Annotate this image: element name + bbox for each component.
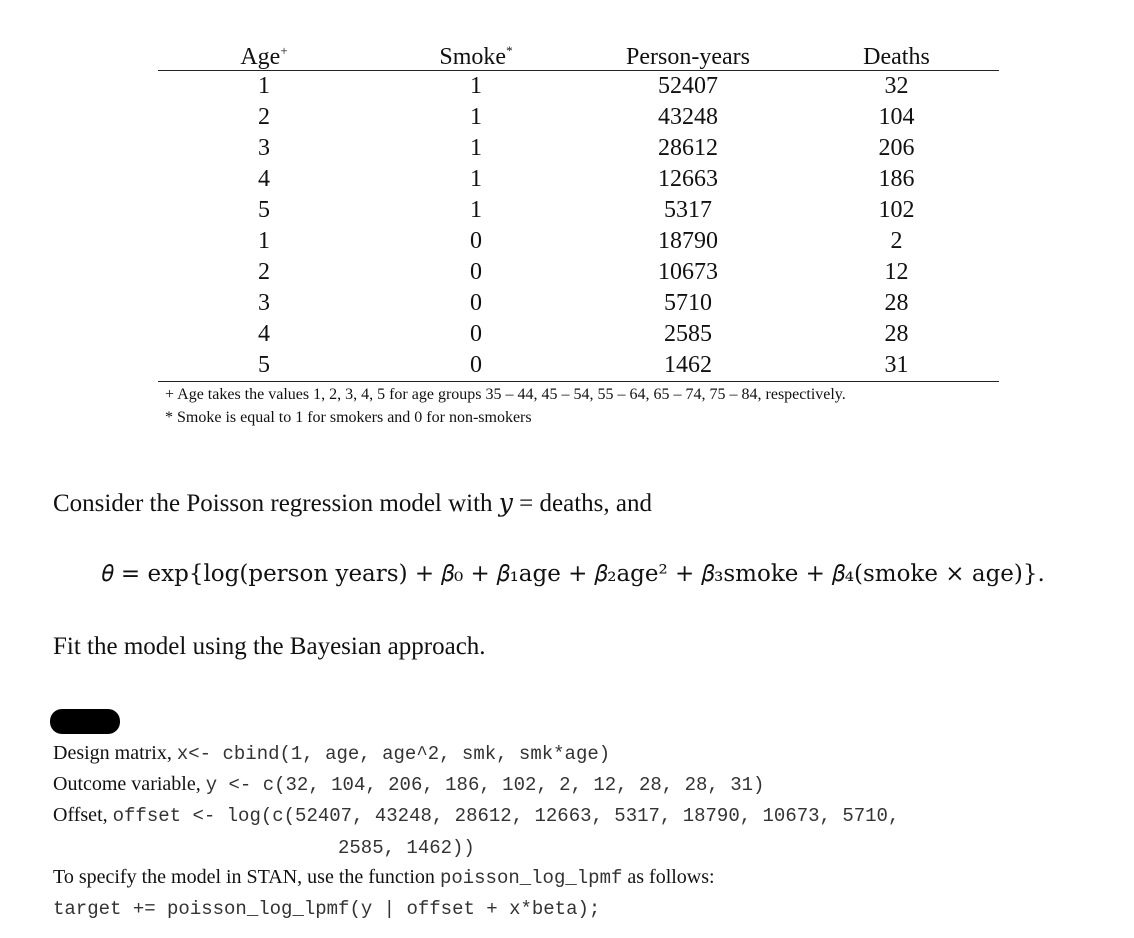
cell-deaths: 31 [884, 352, 909, 378]
cell-smoke: 0 [470, 352, 482, 378]
cell-person-years: 10673 [658, 259, 718, 285]
cell-deaths: 12 [884, 259, 909, 285]
header-person-years: Person-years [626, 44, 750, 70]
cell-smoke: 1 [470, 73, 482, 99]
outcome-variable-label: Outcome variable, [53, 773, 201, 795]
cell-smoke: 0 [470, 228, 482, 254]
cell-person-years: 18790 [658, 228, 718, 254]
table-row [158, 195, 999, 226]
cell-age: 4 [258, 321, 270, 347]
data-table [158, 38, 999, 382]
design-matrix-code: x<- cbind(1, age, age^2, smk, smk*age) [176, 743, 611, 765]
cell-person-years: 43248 [658, 104, 718, 130]
cell-age: 2 [258, 259, 270, 285]
redaction-mark [50, 709, 120, 734]
cell-smoke: 0 [470, 290, 482, 316]
cell-deaths: 104 [878, 104, 915, 130]
target-code: target += poisson_log_lpmf(y | offset + x*beta); [53, 898, 601, 920]
cell-smoke: 1 [470, 135, 482, 161]
table-row [158, 71, 999, 103]
fit-instruction-text: Fit the model using the Bayesian approach. [53, 633, 486, 660]
cell-age: 1 [258, 73, 270, 99]
cell-deaths: 186 [878, 166, 915, 192]
cell-smoke: 1 [470, 104, 482, 130]
cell-person-years: 28612 [658, 135, 718, 161]
data-table-container [158, 38, 999, 382]
model-equation: 𝜃 = exp{log(person years) + 𝛽₀ + 𝛽₁age + 𝛽₂age² + 𝛽₃smoke + 𝛽₄(smoke × age)}. [102, 561, 1045, 587]
table-row [158, 319, 999, 350]
table-row [158, 288, 999, 319]
table-row [158, 164, 999, 195]
cell-age: 5 [258, 197, 270, 223]
cell-person-years: 5710 [664, 290, 712, 316]
cell-age: 5 [258, 352, 270, 378]
outcome-variable-code: y <- c(32, 104, 206, 186, 102, 2, 12, 28, 28, 31) [205, 774, 765, 796]
cell-smoke: 0 [470, 259, 482, 285]
cell-deaths: 28 [884, 290, 909, 316]
stan-instruction-line [53, 866, 715, 889]
stan-instruction-post: as follows: [627, 866, 715, 888]
cell-deaths: 28 [884, 321, 909, 347]
table-row [158, 350, 999, 382]
table-row [158, 226, 999, 257]
offset-line [53, 804, 899, 827]
offset-code-continued: 2585, 1462)) [338, 837, 475, 859]
table-row [158, 102, 999, 133]
cell-age: 3 [258, 290, 270, 316]
cell-deaths: 102 [878, 197, 915, 223]
design-matrix-line [53, 742, 610, 765]
footnote-smoke: * Smoke is equal to 1 for smokers and 0 for non-smokers [165, 409, 532, 426]
cell-age: 1 [258, 228, 270, 254]
cell-person-years: 5317 [664, 197, 712, 223]
stan-instruction-pre: To specify the model in STAN, use the function [53, 866, 435, 888]
cell-smoke: 1 [470, 197, 482, 223]
table-header-row [158, 38, 999, 71]
model-intro-text: Consider the Poisson regression model with 𝑦 = deaths, and [53, 490, 652, 517]
cell-person-years: 12663 [658, 166, 718, 192]
table-row [158, 133, 999, 164]
design-matrix-label: Design matrix, [53, 742, 172, 764]
cell-person-years: 2585 [664, 321, 712, 347]
header-deaths: Deaths [863, 44, 930, 70]
offset-code: offset <- log(c(52407, 43248, 28612, 12663, 5317, 18790, 10673, 5710, [112, 805, 900, 827]
cell-age: 2 [258, 104, 270, 130]
cell-deaths: 2 [890, 228, 903, 254]
header-smoke: Smoke* [439, 43, 513, 70]
footnote-age: + Age takes the values 1, 2, 3, 4, 5 for age groups 35 – 44, 45 – 54, 55 – 64, 65 – 74, 75 – 84, respectively. [165, 386, 846, 403]
stan-function-name: poisson_log_lpmf [439, 867, 623, 889]
cell-person-years: 52407 [658, 73, 718, 99]
header-age: Age+ [240, 43, 288, 70]
cell-smoke: 0 [470, 321, 482, 347]
cell-age: 4 [258, 166, 270, 192]
table-footnotes [165, 383, 846, 429]
cell-smoke: 1 [470, 166, 482, 192]
target-code-line [53, 897, 600, 920]
cell-age: 3 [258, 135, 270, 161]
table-row [158, 257, 999, 288]
cell-person-years: 1462 [664, 352, 712, 378]
cell-deaths: 206 [878, 135, 915, 161]
offset-label: Offset, [53, 804, 108, 826]
cell-deaths: 32 [884, 73, 909, 99]
outcome-variable-line [53, 773, 764, 796]
offset-line-continued [338, 836, 475, 859]
